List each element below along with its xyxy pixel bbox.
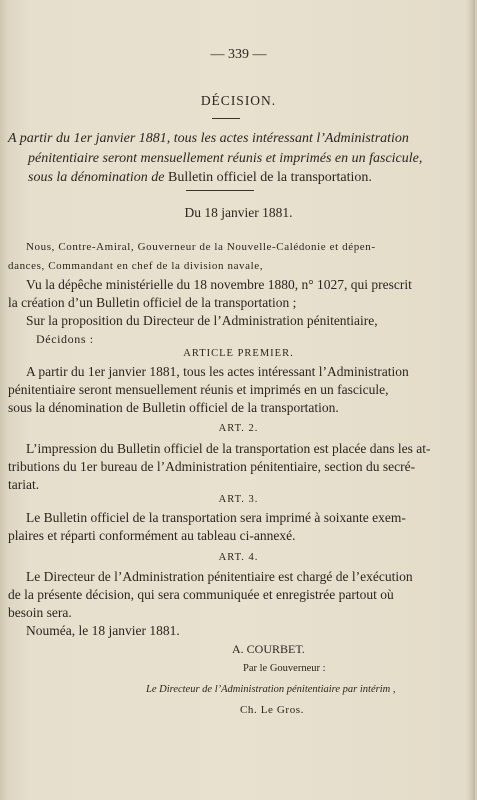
preamble-line-3-text: sous la dénomination de [28,170,165,185]
article-4-line-2: de la présente décision, qui sera communiquée et enregistrée partout où [8,587,394,602]
article-1-line-1: A partir du 1er janvier 1881, tous les actes intéressant l’Administration [26,364,409,379]
article-2-heading: ART. 2. [218,423,259,434]
title-rule [212,118,240,119]
article-3-heading: ART. 3. [218,494,259,505]
article-3-line-2: plaires et réparti conformément au tableau ci-annexé. [8,528,296,543]
second-signature-name: Ch. Le Gros. [240,704,305,716]
date-line: Du 18 janvier 1881. [184,205,293,220]
page-edge-shadow [465,0,475,800]
consideration-line-3: Sur la proposition du Directeur de l’Administration pénitentiaire, [26,313,378,328]
article-2-line-1: L’impression du Bulletin officiel de la transportation est placée dans les at- [26,441,431,456]
article-4-line-3: besoin sera. [8,605,72,620]
article-1-line-3: sous la dénomination de Bulletin officiel de la transportation. [8,400,339,415]
signature-by: Par le Gouverneur : [243,663,326,674]
signature-name: A. COURBET. [232,642,305,656]
article-2-line-3: tariat. [8,477,40,492]
consideration-line-1: Vu la dépêche ministérielle du 18 novembre 1880, n° 1027, qui prescrit [26,277,412,292]
article-4-line-1: Le Directeur de l’Administration pénitentiaire est chargé de l’exécution [26,569,413,584]
consideration-line-2: la création d’un Bulletin officiel de la transportation ; [8,295,297,310]
issuer-line-2: dances, Commandant en chef de la division navale, [8,260,264,272]
article-1-line-2: pénitentiaire seront mensuellement réunis et imprimés en un fascicule, [8,382,389,397]
decidons-label: Décidons : [36,332,94,346]
article-2-line-2: tributions du 1er bureau de l’Administration pénitentiaire, section du secré- [8,459,416,474]
signature-role: Le Directeur de l’Administration pénitentiaire par intérim , [146,684,396,695]
preamble-rule [186,190,254,191]
decision-title: DÉCISION. [200,93,277,108]
article-4-heading: ART. 4. [218,552,259,563]
page-number: — 339 — [210,47,267,62]
preamble-bulletin-title: Bulletin officiel de la transportation. [168,170,372,185]
preamble-line-1: A partir du 1er janvier 1881, tous les actes intéressant l’Administration [8,131,409,146]
preamble-line-2: pénitentiaire seront mensuellement réunis et imprimés en un fascicule, [28,151,423,166]
article-3-line-1: Le Bulletin officiel de la transportation sera imprimé à soixante exem- [26,510,406,525]
preamble-line-3 [28,170,372,186]
place-date: Nouméa, le 18 janvier 1881. [26,623,180,638]
article-1-heading: ARTICLE PREMIER. [183,348,294,359]
issuer-line-1: Nous, Contre-Amiral, Gouverneur de la Nouvelle-Calédonie et dépen- [26,241,376,253]
